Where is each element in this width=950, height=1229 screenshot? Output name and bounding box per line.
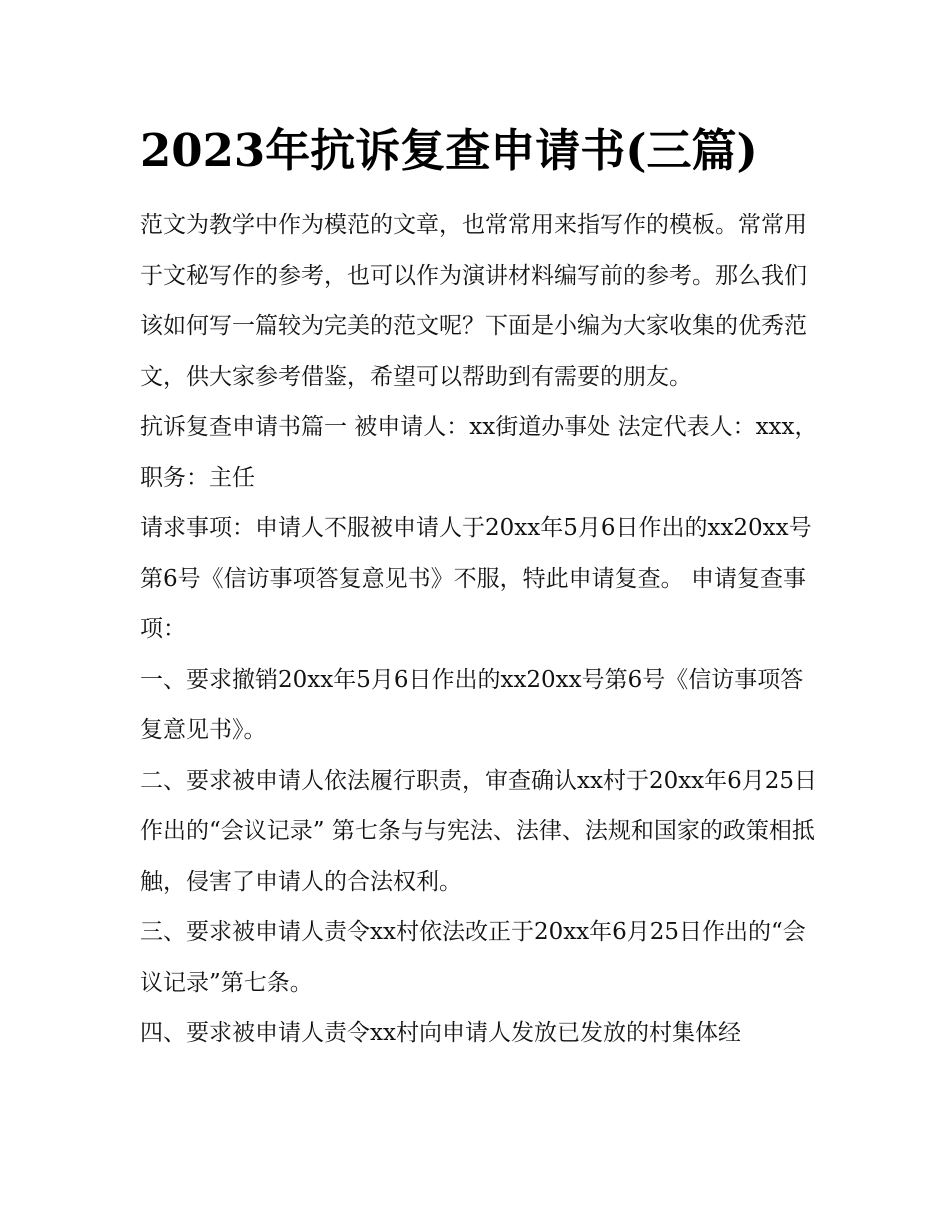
paragraph-intro: 范文为教学中作为模范的文章，也常常用来指写作的模板。常常用于文秘写作的参考，也可以作为演讲材料编写前的参考。那么我们该如何写一篇较为完美的范文呢？下面是小编为大家收集的优秀范文，供大家参考借鉴，希望可以帮助到有需要的朋友。	[140, 212, 807, 390]
document-title: 2023年抗诉复查申请书(三篇)	[140, 124, 758, 177]
paragraph-item-2: 二、要求被申请人依法履行职责，审查确认xx村于20xx年6月25日作出的“会议记录” 第七条与与宪法、法律、法规和国家的政策相抵触，侵害了申请人的合法权利。	[140, 767, 818, 895]
paragraph-item-3: 三、要求被申请人责令xx村依法改正于20xx年6月25日作出的“会议记录”第七条。	[140, 919, 806, 996]
paragraph-respondent: 抗诉复查申请书篇一 被申请人：xx街道办事处 法定代表人：xxx，职务：主任	[140, 414, 818, 491]
document-body	[140, 118, 820, 1059]
paragraph-request: 请求事项：申请人不服被申请人于20xx年5月6日作出的xx20xx号第6号《信访事项答复意见书》不服，特此申请复查。 申请复查事项：	[140, 515, 812, 642]
paragraph-item-1: 一、要求撤销20xx年5月6日作出的xx20xx号第6号《信访事项答复意见书》。	[140, 666, 804, 743]
paragraph-item-4: 四、要求被申请人责令xx村向申请人发放已发放的村集体经	[140, 1020, 741, 1046]
